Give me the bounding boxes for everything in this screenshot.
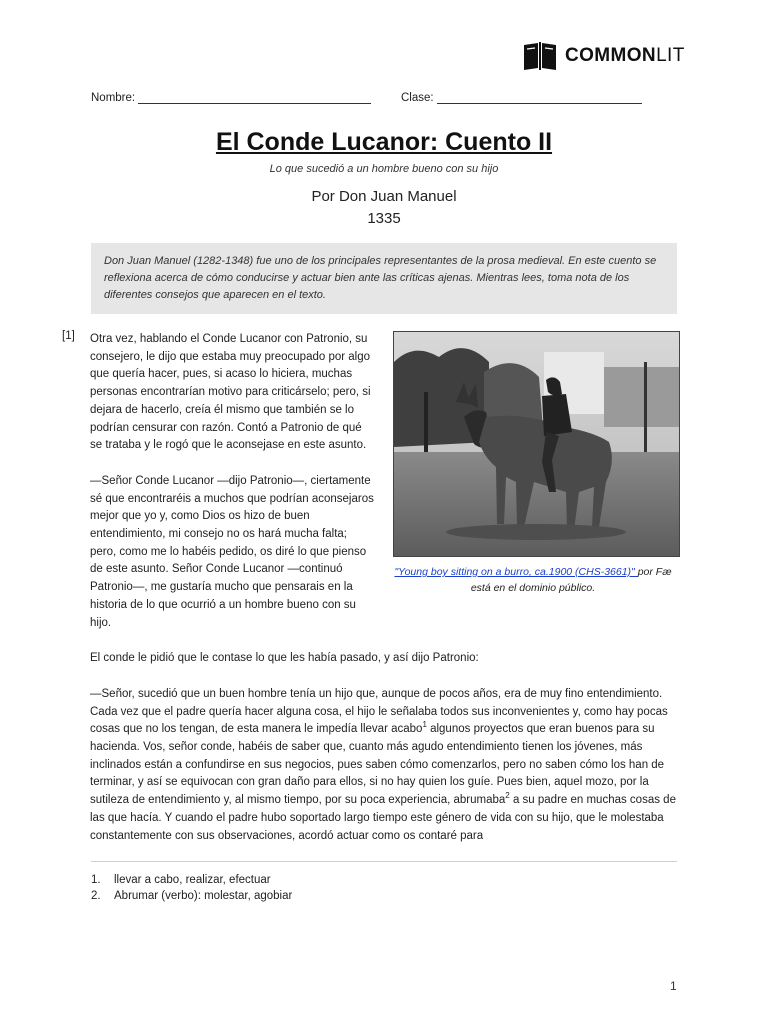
year-line: 1335 (367, 210, 401, 227)
clase-field[interactable] (401, 91, 642, 104)
page-subtitle: Lo que sucedió a un hombre bueno con su hijo (269, 163, 499, 175)
paragraph-1: Otra vez, hablando el Conde Lucanor con Patronio, su consejero, le dijo que estaba muy preocupado por algo que quería hacer, pues, si acaso lo hiciera, muchas personas encontrarían motivo para criticárselo; pero, si dejara de hacerlo, creía él mismo que también se lo podrían censurar con razón. Contó a Patronio de qué se trataba y le rogó que le aconsejase en este asunto. (90, 333, 371, 452)
page-title: El Conde Lucanor: Cuento II (215, 128, 553, 156)
figure-caption (388, 564, 678, 596)
author-line: Por Don Juan Manuel (311, 188, 457, 205)
paragraph-4: —Señor, sucedió que un buen hombre tenía un hijo que, aunque de pocos años, era de muy fino entendimiento. Cada vez que el padre quería hacer alguna cosa, el hijo le señalaba todos sus inconvenientes y, como hay pocas cosas que no los tengan, de esta manera le impedía llevar acabo$^1$ algunos proyectos que eran buenos para su hacienda. Vos, señor conde, habéis de saber que, cuanto más agudo entendimiento tienen los jóvenes, más inclinados están a confundirse en sus negocios, pues saben cómo comenzarlos, pero no saben cómo los han de terminar, y así se equivocan con gran daño para ellos, si no hay quien los guíe. Pues bien, aquel mozo, por la sutileza de entendimiento y, al mismo tiempo, por su poca experiencia, abrumaba$^2$ a su padre en muchas cosas de las que hacía. Y cuando el padre hubo soportado largo tiempo este género de vida con su hijo, que le molestaba constantemente con sus observaciones, acordó actuar como os contaré para (90, 687, 676, 842)
clase-line[interactable] (437, 91, 642, 104)
story-body (90, 331, 678, 863)
image-source-link[interactable]: "Young boy sitting on a burro, ca.1900 (CHS-3661)" (394, 566, 638, 578)
brand-name: COMMONLIT (565, 45, 685, 66)
nombre-line[interactable] (138, 91, 371, 104)
footnote-divider (91, 861, 677, 862)
footnote-item: 2. Abrumar (verbo): molestar, agobiar (91, 890, 293, 902)
footnotes-list (91, 872, 677, 904)
paragraph-2: —Señor Conde Lucanor —dijo Patronio—, ciertamente sé que encontraréis a muchos que podrían aconsejaros mejor que yo y, como Dios os hizo de buen entendimiento, mi consejo no os hará mucha falta; pero, como me lo habéis pedido, os diré lo que pienso de este asunto. Señor Conde Lucanor —continuó Patronio—, me gustaría mucho que pensarais en la historia de lo que ocurrió a un hombre bueno con su hijo. (90, 474, 374, 629)
footnote-item: 1. llevar a cabo, realizar, efectuar (91, 874, 271, 886)
intro-box: Don Juan Manuel (1282-1348) fue uno de los principales representantes de la prosa medieval. En este cuento se reflexiona acerca de cómo conducirse y actuar bien ante las críticas ajenas. Mientras lees, toma nota de los diferentes consejos que aparecen en el texto. (91, 243, 677, 314)
paragraph-3: El conde le pidió que le contase lo que les había pasado, y así dijo Patronio: (90, 652, 479, 665)
footnote-ref-1[interactable]: 1 (422, 720, 427, 730)
figure (388, 331, 678, 596)
page-number: 1 (670, 979, 677, 993)
open-book-icon (522, 41, 558, 71)
boy-on-burro-photo (393, 331, 680, 557)
paragraph-marker: [1] (62, 330, 75, 342)
nombre-field[interactable] (91, 91, 371, 104)
footnote-ref-2[interactable]: 2 (505, 791, 510, 801)
clase-label: Clase: (401, 92, 434, 104)
commonlit-logo (522, 41, 685, 71)
nombre-label: Nombre: (91, 92, 136, 104)
caption-rest: por Fæ está en el dominio público. (470, 566, 672, 594)
